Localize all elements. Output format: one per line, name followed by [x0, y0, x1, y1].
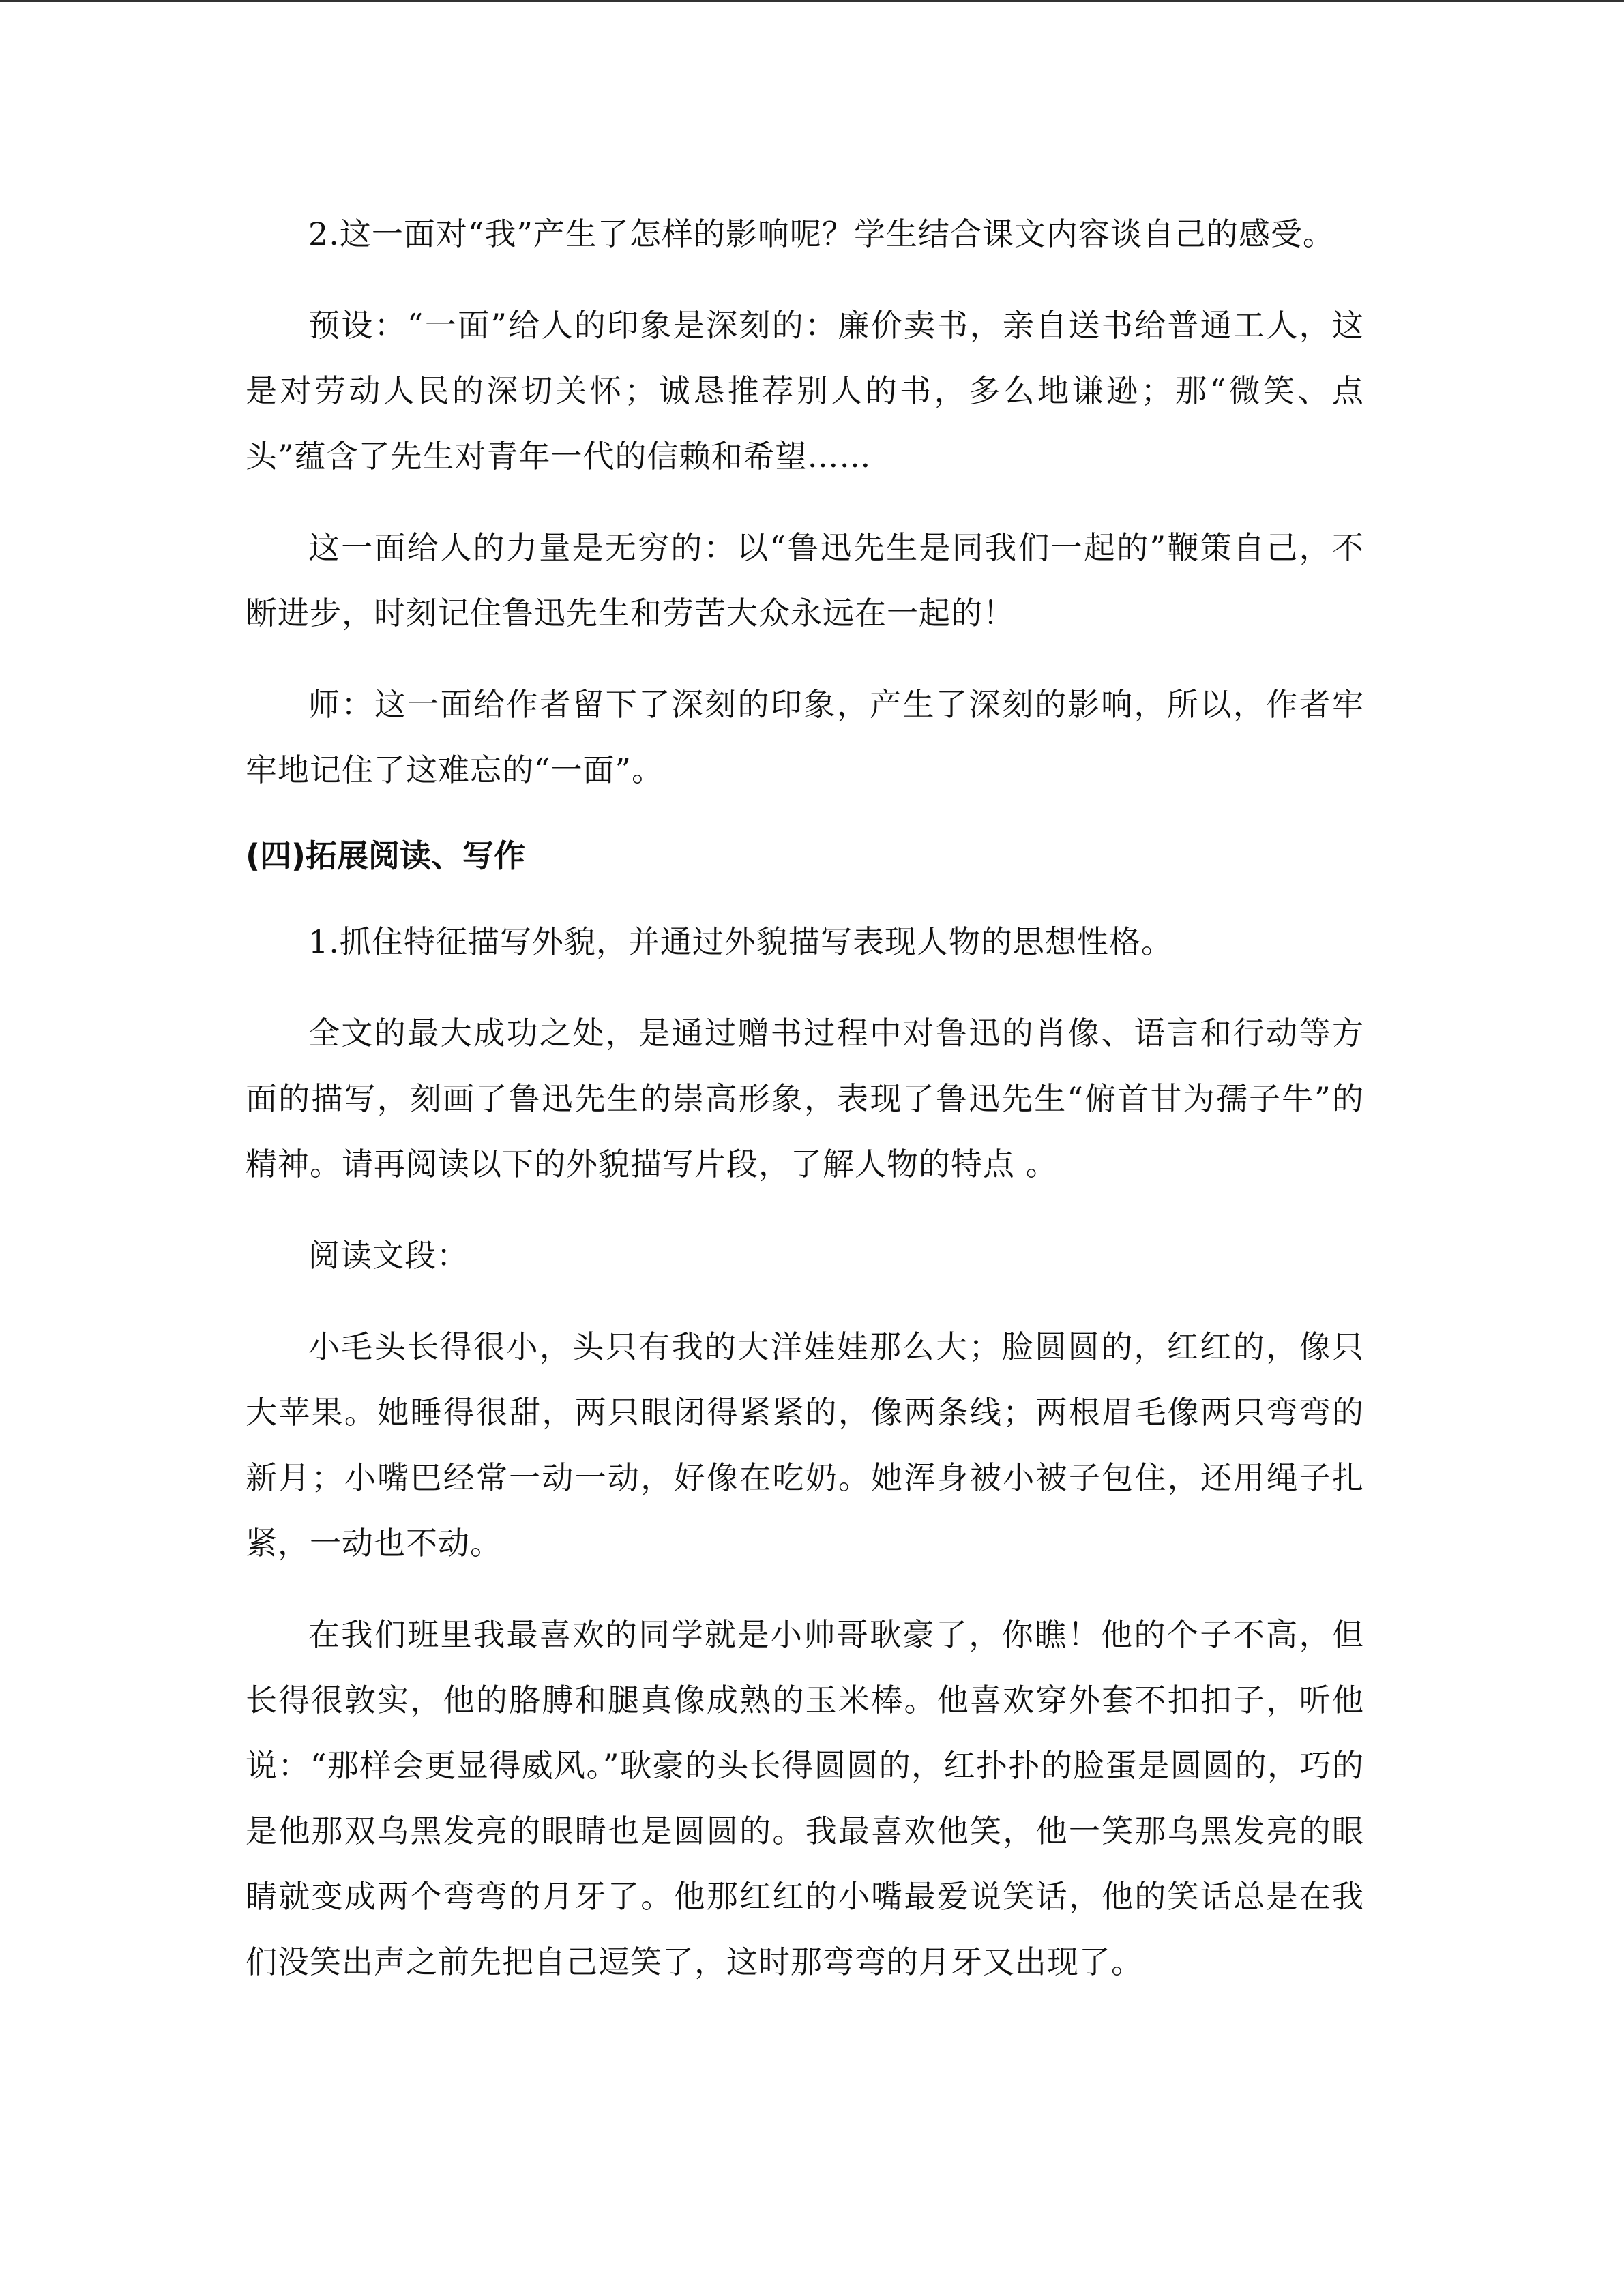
paragraph-impact-question: 2.这一面对“我”产生了怎样的影响呢？学生结合课文内容谈自己的感受。 [308, 215, 1335, 252]
paragraph-task-1: 1.抓住特征描写外貌，并通过外貌描写表现人物的思想性格。 [308, 923, 1173, 960]
paragraph-reading-baby: 小毛头长得很小，头只有我的大洋娃娃那么大；脸圆圆的，红红的，像只大苹果。她睡得很甜，两只眼闭得紧紧的，像两条线；两根眉毛像两只弯弯的新月；小嘴巴经常一动一动，好像在吃奶。她浑身被小被子包住，还用绳子扎紧，一动也不动。 [246, 1328, 1364, 1562]
top-border-line [0, 0, 1624, 2]
section-heading: (四)拓展阅读、写作 [246, 837, 526, 874]
document-body [246, 201, 1364, 1995]
paragraph-preset-answer: 预设：“一面”给人的印象是深刻的：廉价卖书，亲自送书给普通工人，这是对劳动人民的深切关怀；诚恳推荐别人的书，多么地谦逊；那“微笑、点头”蕴含了先生对青年一代的信赖和希望…… [246, 307, 1364, 475]
paragraph-analysis: 全文的最大成功之处，是通过赠书过程中对鲁迅的肖像、语言和行动等方面的描写，刻画了鲁迅先生的崇高形象，表现了鲁迅先生“俯首甘为孺子牛”的精神。请再阅读以下的外貌描写片段，了解人物的特点 。 [246, 1015, 1364, 1182]
paragraph-reading-label: 阅读文段： [308, 1237, 469, 1274]
paragraph-teacher-summary: 师：这一面给作者留下了深刻的印象，产生了深刻的影响，所以，作者牢牢地记住了这难忘的“一面”。 [246, 686, 1364, 788]
paragraph-power-of-meeting: 这一面给人的力量是无穷的：以“鲁迅先生是同我们一起的”鞭策自己，不断进步，时刻记住鲁迅先生和劳苦大众永远在一起的！ [246, 529, 1364, 631]
paragraph-reading-genghao: 在我们班里我最喜欢的同学就是小帅哥耿豪了，你瞧！他的个子不高，但长得很敦实，他的胳膊和腿真像成熟的玉米棒。他喜欢穿外套不扣扣子，听他说：“那样会更显得威风。”耿豪的头长得圆圆的，红扑扑的脸蛋是圆圆的，巧的是他那双乌黑发亮的眼睛也是圆圆的。我最喜欢他笑，他一笑那乌黑发亮的眼睛就变成两个弯弯的月牙了。他那红红的小嘴最爱说笑话，他的笑话总是在我们没笑出声之前先把自己逗笑了，这时那弯弯的月牙又出现了。 [246, 1616, 1364, 1980]
